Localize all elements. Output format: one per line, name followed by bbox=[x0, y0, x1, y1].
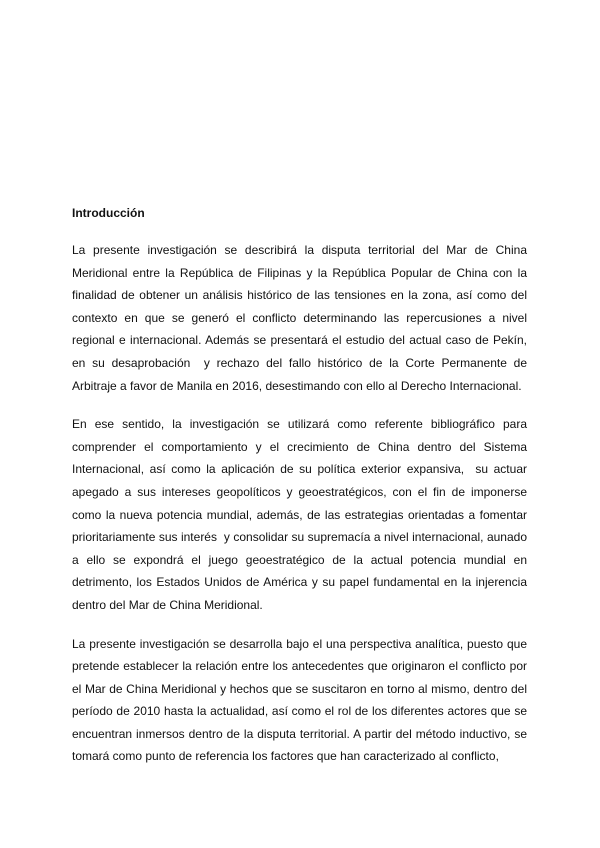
document-body bbox=[72, 203, 531, 784]
section-heading: Introducción bbox=[72, 206, 145, 220]
paragraph-3: La presente investigación se desarrolla bajo el una perspectiva analítica, puesto que pretende establecer la relación entre los antecedentes que originaron el conflicto por el Mar de China Meridional y hechos que se suscitaron en torno al mismo, dentro del período de 2010 hasta la actualidad, así como el rol de los diferentes actores que se encuentran inmersos dentro de la disputa territorial. A partir del método inductivo, se tomará como punto de referencia los factores que han caracterizado al conflicto, bbox=[72, 636, 531, 764]
paragraph-1: La presente investigación se describirá la disputa territorial del Mar de China Meridional entre la República de Filipinas y la República Popular de China con la finalidad de obtener un análisis histórico de las tensiones en la zona, así como del contexto en que se generó el conflicto determinando las repercusiones a nivel regional e internacional. Además se presentará el estudio del actual caso de Pekín, en su desaprobación y rechazo del fallo histórico de la Corte Permanente de Arbitraje a favor de Manila en 2016, desestimando con ello al Derecho Internacional. bbox=[72, 243, 531, 393]
paragraph-2: En ese sentido, la investigación se utilizará como referente bibliográfico para comprender el comportamiento y el crecimiento de China dentro del Sistema Internacional, así como la aplicación de su política exterior expansiva, su actuar apegado a sus intereses geopolíticos y geoestratégicos, con el fin de imponerse como la nueva potencia mundial, además, de las estrategias orientadas a fomentar prioritariamente sus interés y consolidar su supremacía a nivel internacional, aunado a ello se expondrá el juego geoestratégico de la actual potencia mundial en detrimento, los Estados Unidos de América y su papel fundamental en la injerencia dentro del Mar de China Meridional. bbox=[72, 417, 531, 612]
